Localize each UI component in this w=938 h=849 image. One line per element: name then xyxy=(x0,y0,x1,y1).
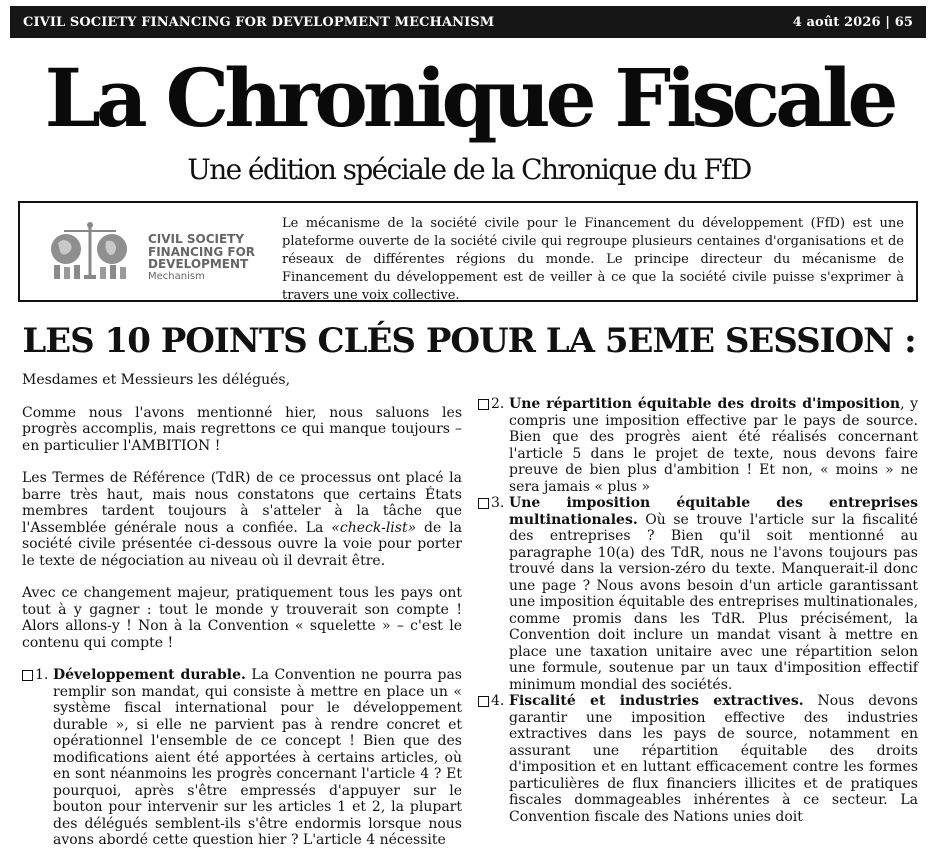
item-text: Nous devons garantir une imposition effective des industries extractives dans les pays de source, notamment en assurant une répartition équitable des droits d'imposition et en luttant efficacement contre les formes particulières de flux financiers illicites et de pratiques fiscales dommageables inhérentes à ce secteur. La Convention fiscale des Nations unies doit xyxy=(509,693,918,825)
item-number: 4. xyxy=(491,693,505,709)
info-text: Le mécanisme de la société civile pour le Financement du développement (FfD) est une plateforme ouverte de la société civile qui regroupe plusieurs centaines d'organisations et de réseaux de différentes régions du monde. Le principe directeur du mécanisme de Financement du développement est de veiller à ce que la société civile puisse s'exprimer à travers une voix collective. xyxy=(282,216,904,303)
top-bar xyxy=(10,6,926,38)
item-number: 3. xyxy=(491,495,505,511)
logo-line-4: Mechanism xyxy=(148,270,205,282)
item-title: Une imposition équitable des entreprises multinationales. xyxy=(509,495,918,528)
paragraph-2 xyxy=(22,470,462,569)
item-number: 2. xyxy=(491,396,505,412)
organization-name: CIVIL SOCIETY FINANCING FOR DEVELOPMENT MECHANISM xyxy=(23,14,495,30)
checkbox-icon[interactable] xyxy=(478,696,489,707)
paragraph-3: Avec ce changement majeur, pratiquement tous les pays ont tout à y gagner : tout le monde y trouverait son compte ! Alors allons-y ! Non à la Convention « squelette » – c'est le contenu qui compte ! xyxy=(22,585,462,651)
cs-ffd-logo xyxy=(48,219,288,283)
logo-line-3: DEVELOPMENT xyxy=(148,257,249,271)
masthead-subtitle: Une édition spéciale de la Chronique du FfD xyxy=(187,153,751,186)
item-title: Une répartition équitable des droits d'imposition xyxy=(509,396,901,412)
item-text: La Convention ne pourra pas remplir son mandat, qui consiste à mettre en place un « système fiscal international pour le développement durable », si elle ne parvient pas à rendre concret et opérationnel l'ensemble de ce concept ! Bien que des modifications aient été apportées à certains articles, où en sont néanmoins les progrès concernant l'article 4 ? Et pourquoi, après s'être empressés d'appuyer sur le bouton pour intervenir sur les articles 1 et 2, la plupart des délégués semblent-ils s'être endormis lorsque nous avons abordé cette question hier ? L'article 4 nécessite xyxy=(53,667,462,848)
paragraph-2-b: de la société civile présentée ci-dessous ouvre la voie pour porter le texte de négociation au niveau où il devrait être. xyxy=(22,519,462,569)
salutation: Mesdames et Messieurs les délégués, xyxy=(22,372,291,388)
issue-date: 4 août 2026 | 65 xyxy=(792,14,913,30)
paragraph-1: Comme nous l'avons mentionné hier, nous saluons les progrès accomplis, mais regrettons ce qui manque toujours – en particulier l'AMBITION ! xyxy=(22,404,462,454)
checkbox-icon[interactable] xyxy=(22,670,33,681)
list-item xyxy=(478,495,918,693)
checkbox-icon[interactable] xyxy=(478,498,489,509)
globe-scales-icon xyxy=(48,219,132,283)
right-column xyxy=(478,396,918,825)
paragraph-2-a: Les Termes de Référence (TdR) de ce processus ont placé la barre très haut, mais nous constatons que certains États membres tardent toujours à s'atteler à la tâche que l'Assemblée générale nous a confiée. La xyxy=(22,470,462,536)
checkbox-icon[interactable] xyxy=(478,399,489,410)
list-item xyxy=(478,693,918,825)
list-item xyxy=(478,396,918,495)
item-title: Développement durable. xyxy=(53,667,246,683)
check-list-term: «check-list» xyxy=(331,519,417,536)
section-heading: LES 10 POINTS CLÉS POUR LA 5EME SESSION : xyxy=(22,321,916,361)
logo-line-2: FINANCING FOR xyxy=(148,244,256,259)
item-number: 1. xyxy=(35,667,49,683)
left-column xyxy=(22,372,462,849)
list-item xyxy=(22,667,462,849)
item-title: Fiscalité et industries extractives. xyxy=(509,693,804,709)
masthead-title: La Chronique Fiscale xyxy=(44,51,894,145)
item-text: , y compris une imposition effective par le pays de source. Bien que des progrès aient été réalisés concernant l'article 5 dans le projet de texte, nous devons faire preuve de bien plus d'ambition ! Et non, « moins » ne sera jamais « plus » xyxy=(509,396,918,495)
logo-line-1: CIVIL SOCIETY xyxy=(148,232,245,246)
info-box xyxy=(18,201,918,302)
item-text: Où se trouve l'article sur la fiscalité des entreprises ? Bien qu'il soit mentionné au paragraphe 10(a) des TdR, nous ne l'avons toujours pas trouvé dans la version-zéro du texte. Manquerait-il donc une page ? Nous avons besoin d'un article garantissant une imposition équitable des entreprises multinationales, comme promis dans les TdR. Plus précisément, la Convention doit inclure un mandat visant à mettre en place une taxation unitaire avec une répartition selon une formule, soutenue par un taux d'imposition effectif minimum mondial des sociétés. xyxy=(509,511,919,693)
